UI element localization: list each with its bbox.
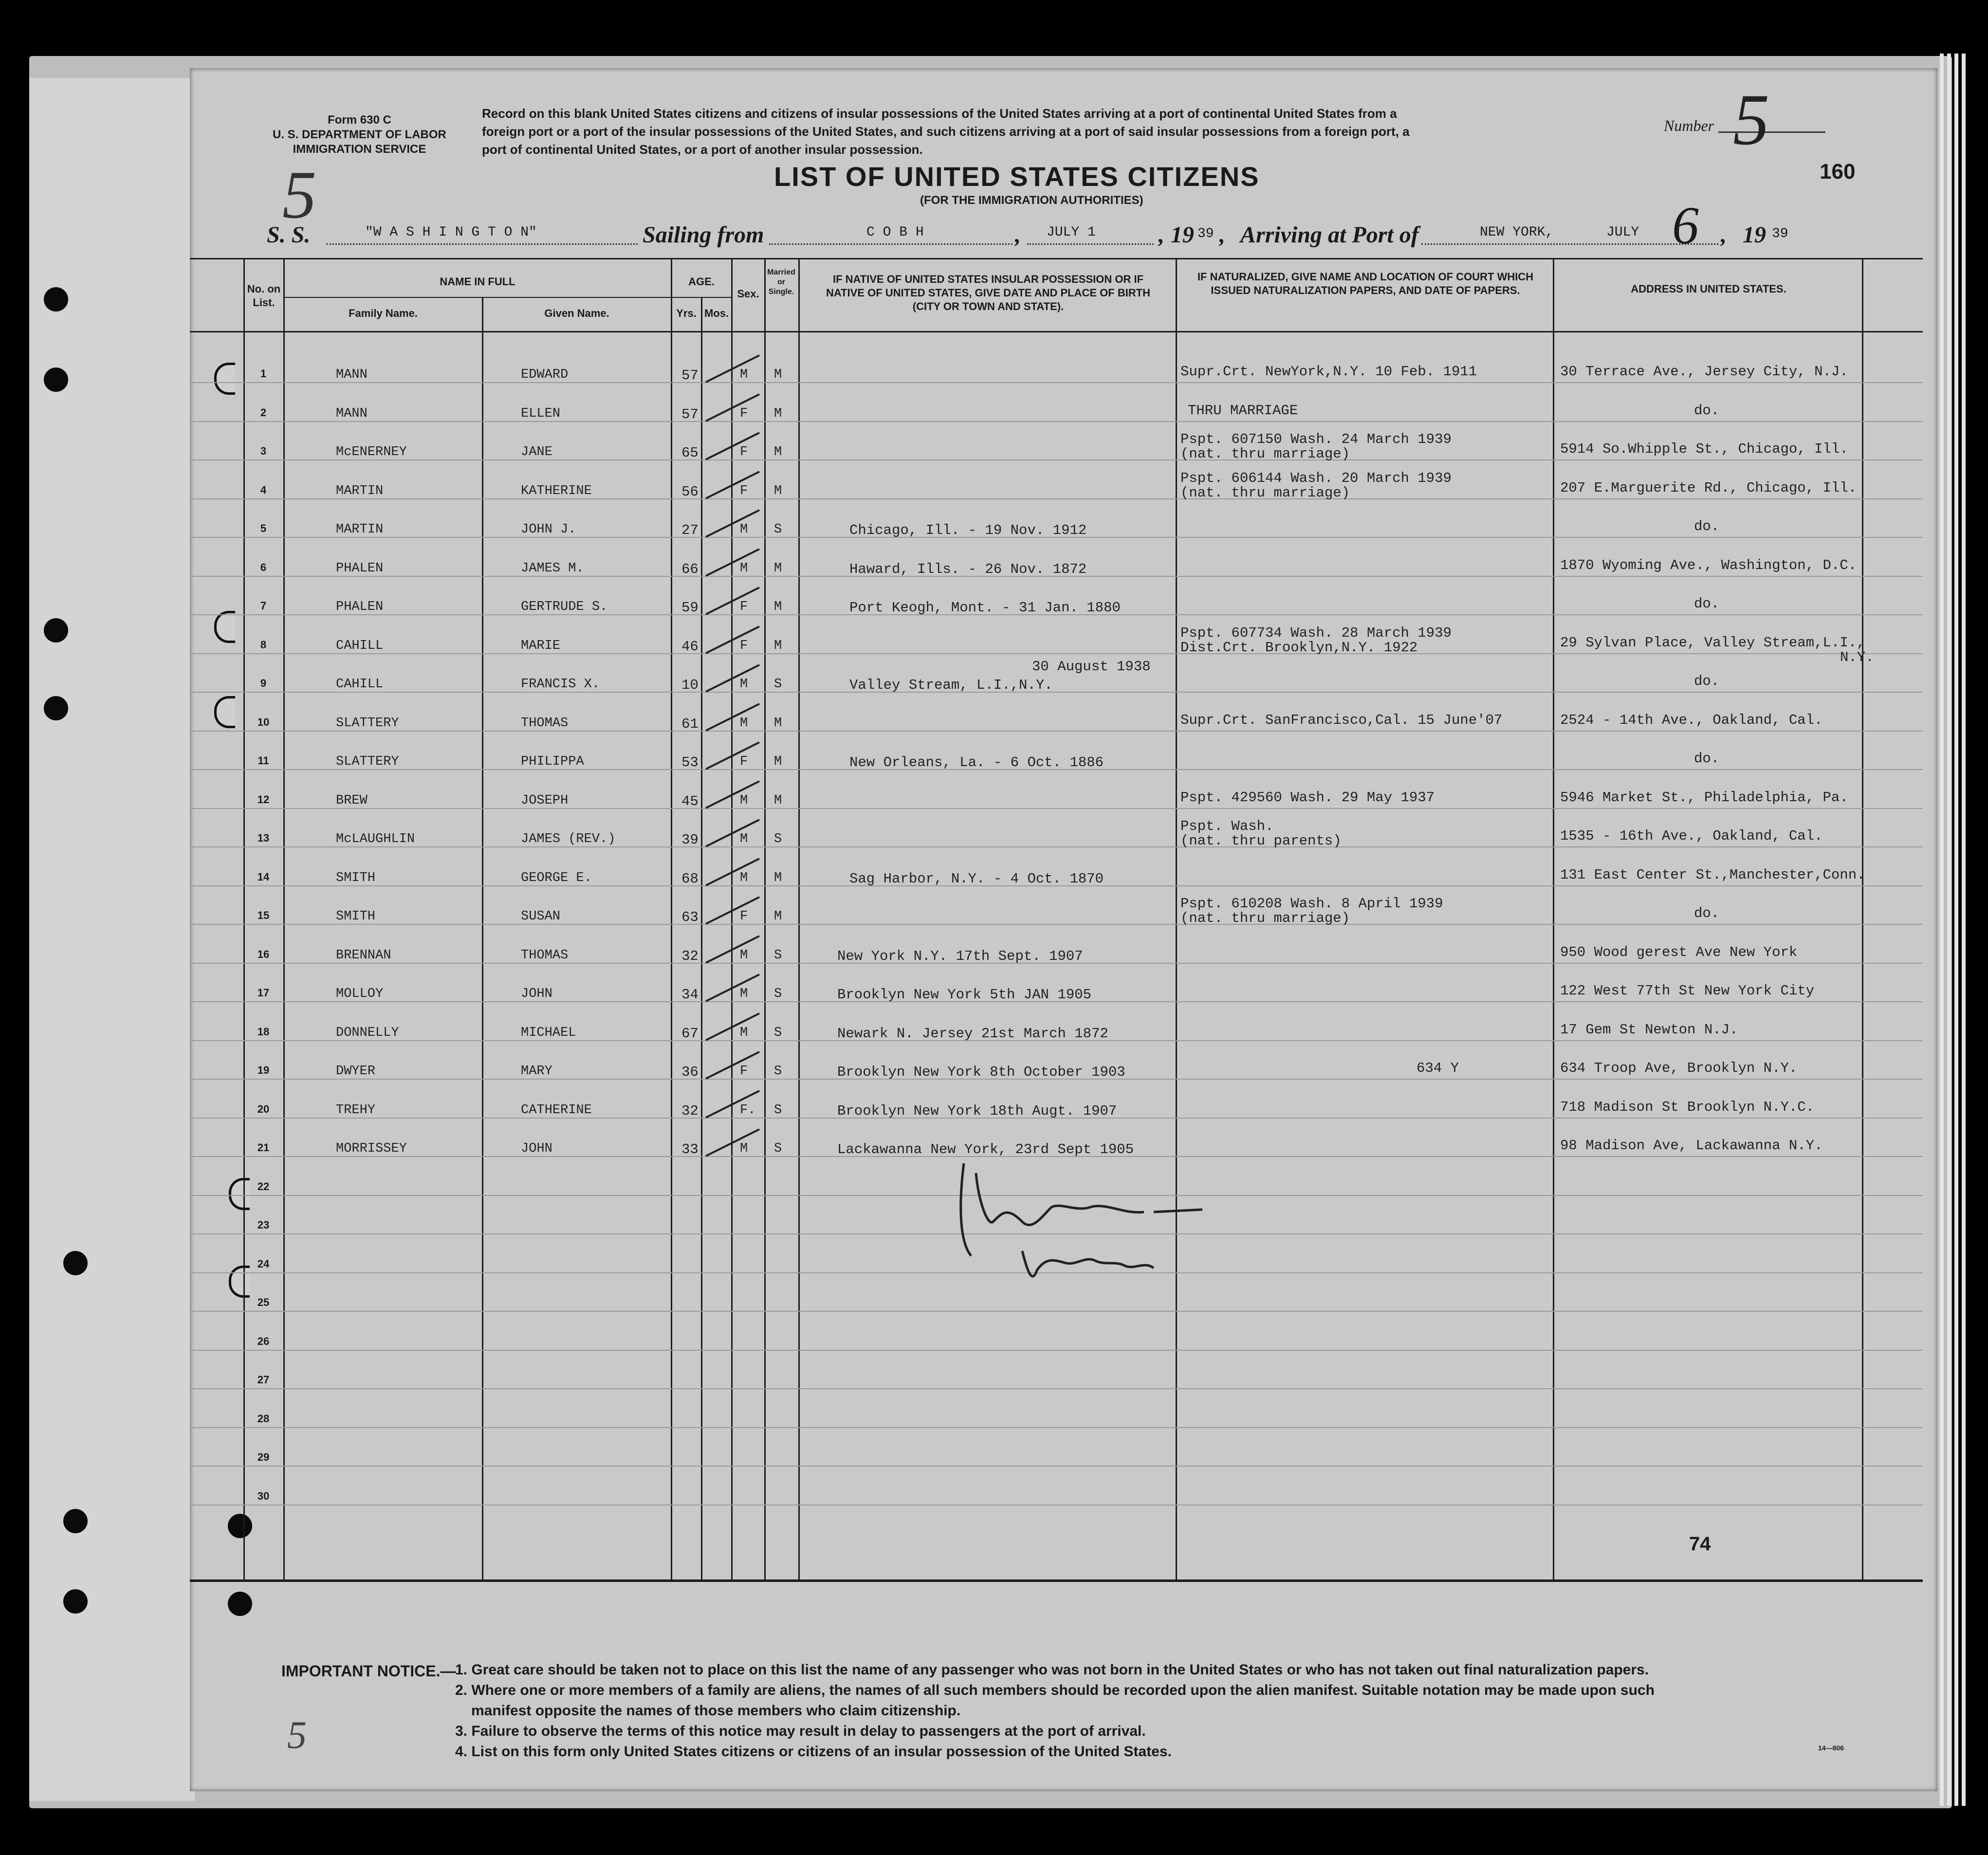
address: 950 Wood gerest Ave New York [1560,944,1798,960]
birth-place-date: Valley Stream, L.I.,N.Y. [849,677,1053,693]
row-number: 9 [260,677,267,689]
family-name: BRENNAN [336,948,391,963]
birth-place-date: Lackawanna New York, 23rd Sept 1905 [837,1141,1134,1157]
given-name: SUSAN [521,909,561,924]
row-number: 27 [257,1374,270,1386]
naturalization-note: (nat. thru marriage) [1180,484,1350,501]
row-number: 2 [260,406,267,419]
sex: F [740,638,748,653]
sex: F [740,909,748,924]
family-name: MANN [336,406,368,421]
given-name: KATHERINE [521,483,592,498]
row-number: 1 [260,367,267,380]
marital-status: M [774,754,782,769]
marital-status: S [774,677,782,692]
given-name: THOMAS [521,716,569,731]
marital-status: M [774,870,782,885]
family-name: MARTIN [336,483,384,498]
row-number: 20 [257,1102,270,1115]
age-years: 67 [681,1025,699,1042]
family-name: TREHY [336,1102,376,1118]
age-years: 66 [681,561,699,577]
given-name: JAMES M. [521,561,584,576]
sex: M [740,677,748,692]
given-name: JOHN J. [521,522,576,537]
birth-place-date: Port Keogh, Mont. - 31 Jan. 1880 [849,600,1121,616]
arriving-label: Arriving at Port of [1240,222,1419,248]
from-date: JULY 1 [1047,225,1096,240]
ship-name: "W A S H I N G T O N" [365,225,537,240]
family-name: BREW [336,793,368,808]
col-address: ADDRESS IN UNITED STATES. [1631,283,1786,295]
age-years: 34 [681,987,699,1003]
birth-place-date: Newark N. Jersey 21st March 1872 [837,1025,1108,1042]
given-name: MARIE [521,638,561,653]
given-name: CATHERINE [521,1102,592,1118]
check-mark [701,735,769,774]
row-number: 17 [257,987,270,999]
year-prefix: 19 [1743,222,1766,248]
notice-item: 4. List on this form only United States citizens or citizens of an insular possession of the United States. [455,1744,1172,1760]
given-name: GEORGE E. [521,870,592,885]
binder-hole [44,696,68,720]
address: 207 E.Marguerite Rd., Chicago, Ill. [1560,479,1857,496]
age-years: 63 [681,909,699,925]
ss-label: S. S. [267,222,311,248]
row-number: 14 [257,870,270,883]
col-yrs: Yrs. [676,307,697,319]
row-number: 25 [257,1296,270,1308]
address: do. [1694,596,1720,612]
number-value: 5 [1733,79,1769,160]
naturalization-papers: 634 Y [1417,1060,1459,1076]
row-number: 4 [260,483,267,496]
marital-status: M [774,406,782,421]
age-years: 39 [681,832,699,848]
check-mark [701,851,769,890]
check-mark [701,503,769,542]
check-mark [701,774,769,813]
marital-status: M [774,638,782,653]
form-number: Form 630 C [328,113,391,127]
naturalization-note: Dist.Crt. Brooklyn,N.Y. 1922 [1180,639,1418,656]
page-edge [1962,54,1966,1806]
marital-status: S [774,1102,782,1118]
marital-status: M [774,716,782,731]
record-line: Record on this blank United States citizens and citizens of insular possessions of the United States arriving at a port of continental United States from a [482,106,1397,121]
col-mos: Mos. [704,307,729,319]
address: do. [1694,905,1720,921]
check-mark [701,580,769,619]
address: do. [1694,402,1720,419]
binder-hole [44,287,68,312]
sex: M [740,793,748,808]
naturalization-papers: Pspt. 607150 Wash. 24 March 1939 [1180,431,1452,447]
year-suffix: 39 [1197,226,1214,241]
notice-item: 3. Failure to observe the terms of this notice may result in delay to passengers at the port of arrival. [455,1723,1146,1739]
row-number: 22 [257,1180,270,1193]
sex: F. [740,1102,756,1118]
check-mark [701,1084,769,1122]
address: 1535 - 16th Ave., Oakland, Cal. [1560,828,1823,844]
naturalization-note: (nat. thru marriage) [1180,446,1350,462]
row-number: 5 [260,522,267,534]
address: 2524 - 14th Ave., Oakland, Cal. [1560,712,1823,728]
given-name: JOHN [521,1141,552,1156]
form-code [273,113,446,157]
sex: M [740,367,748,382]
col-married: Married or Single. [767,268,795,296]
naturalization-papers: Supr.Crt. NewYork,N.Y. 10 Feb. 1911 [1180,364,1477,380]
family-name: PHALEN [336,600,384,614]
family-name: SMITH [336,909,376,924]
sex: F [740,483,748,498]
age-years: 56 [681,483,699,500]
row-number: 7 [260,600,267,612]
department: U. S. DEPARTMENT OF LABOR [273,128,446,141]
row-number: 23 [257,1219,270,1231]
given-name: PHILIPPA [521,754,584,769]
address: 131 East Center St.,Manchester,Conn. [1560,866,1865,883]
age-years: 57 [681,367,699,384]
address: 29 Sylvan Place, Valley Stream,L.I., [1560,634,1865,651]
marital-status: M [774,561,782,576]
binder-hole [44,618,68,643]
signature [930,1144,1222,1300]
record-line: port of continental United States, or a port of another insular possession. [482,142,923,157]
col-naturalized: IF NATURALIZED, GIVE NAME AND LOCATION OF COURT WHICH ISSUED NATURALIZATION PAPERS, AND DATE OF PAPERS. [1197,271,1534,296]
naturalization-papers: Supr.Crt. SanFrancisco,Cal. 15 June'07 [1180,712,1503,728]
given-name: THOMAS [521,948,569,963]
row-number: 29 [257,1451,270,1463]
age-years: 46 [681,638,699,655]
address: 634 Troop Ave, Brooklyn N.Y. [1560,1060,1798,1076]
col-birth: IF NATIVE OF UNITED STATES INSULAR POSSESSION OR IF NATIVE OF UNITED STATES, GIVE DATE AND PLACE OF BIRTH (CITY OR TOWN AND STATE). [826,273,1151,312]
family-name: McLAUGHLIN [336,832,415,846]
sex: M [740,522,748,537]
sex: F [740,754,748,769]
check-mark [701,542,769,581]
marital-status: M [774,483,782,498]
birth-place-date: New Orleans, La. - 6 Oct. 1886 [849,754,1104,771]
sex: M [740,716,748,731]
row-number: 6 [260,561,267,573]
binder-hole [44,367,68,392]
family-name: MORRISSEY [336,1141,407,1156]
manifest-table [190,258,1937,1582]
address: do. [1694,673,1720,689]
age-years: 45 [681,793,699,809]
notice-item: manifest opposite the names of those members who claim citizenship. [471,1703,961,1719]
page-edge [1940,54,1944,1806]
page-edge [1947,54,1951,1806]
binder-hole [228,1592,252,1616]
naturalization-papers: Pspt. 610208 Wash. 8 April 1939 [1180,896,1443,912]
address: 122 West 77th St New York City [1560,983,1815,999]
age-years: 36 [681,1064,699,1080]
record-line: foreign port or a port of the insular possessions of the United States, and such citizens arriving at a port of said insular possessions from a foreign port, a [482,124,1410,139]
address: 17 Gem St Newton N.J. [1560,1021,1738,1038]
address: 30 Terrace Ave., Jersey City, N.J. [1560,364,1848,380]
naturalization-papers: Pspt. 429560 Wash. 29 May 1937 [1180,789,1435,806]
age-years: 32 [681,1102,699,1119]
age-years: 33 [681,1141,699,1157]
sex: M [740,561,748,576]
notice-item: 2. Where one or more members of a family are aliens, the names of all such members should be recorded upon the alien manifest. Suitable notation may be made upon such [455,1682,1655,1698]
family-name: PHALEN [336,561,384,576]
marital-status: M [774,445,782,459]
given-name: MARY [521,1064,552,1079]
marital-status: M [774,793,782,808]
check-mark [701,967,769,1006]
given-name: JAMES (REV.) [521,832,616,846]
left-sheet [29,78,195,1801]
marital-status: S [774,832,782,846]
given-name: ELLEN [521,406,561,421]
marital-status: S [774,1064,782,1079]
age-years: 53 [681,754,699,771]
check-mark [701,464,769,503]
sex: M [740,1025,748,1040]
naturalization-papers: Pspt. 607734 Wash. 28 March 1939 [1180,624,1452,641]
family-name: SMITH [336,870,376,885]
naturalization-papers: Pspt. 606144 Wash. 20 March 1939 [1180,470,1452,486]
check-mark [701,1045,769,1084]
given-name: EDWARD [521,367,569,382]
row-number: 26 [257,1335,270,1347]
service: IMMIGRATION SERVICE [293,143,426,156]
age-years: 61 [681,716,699,732]
birth-place-date: Haward, Ills. - 26 Nov. 1872 [849,561,1087,577]
footer-mark: 5 [287,1714,307,1757]
to-day: 6 [1672,196,1699,255]
page-title: LIST OF UNITED STATES CITIZENS [774,161,1260,192]
family-name: CAHILL [336,638,384,653]
birth-place-date: New York N.Y. 17th Sept. 1907 [837,948,1083,964]
marital-status: S [774,1141,782,1156]
marital-status: S [774,1025,782,1040]
naturalization-note: (nat. thru parents) [1180,833,1342,849]
col-no: No. on List. [247,283,281,309]
to-port: NEW YORK, [1480,225,1554,240]
row-number: 11 [258,754,269,767]
page-subtitle: (FOR THE IMMIGRATION AUTHORITIES) [920,194,1143,207]
to-month: JULY [1606,225,1639,240]
number-label: Number [1664,117,1714,134]
address-continued: N.Y. [1840,649,1874,665]
row-number: 24 [257,1257,270,1270]
row-number: 21 [257,1141,270,1154]
col-name-in-full: NAME IN FULL [440,275,515,288]
marital-status: S [774,948,782,963]
family-name: DONNELLY [336,1025,399,1040]
family-name: SLATTERY [336,754,399,769]
row-number: 15 [257,909,270,921]
birth-place-date: Brooklyn New York 5th JAN 1905 [837,987,1092,1003]
margin-number: 5 [282,157,316,233]
page-edge [1954,54,1958,1806]
check-mark [701,890,769,929]
given-name: FRANCIS X. [521,677,600,692]
row-number: 8 [260,638,267,651]
sex: F [740,1064,748,1079]
age-years: 65 [681,445,699,461]
check-mark [701,348,769,387]
birth-date-note: 30 August 1938 [1032,659,1151,675]
address: 5946 Market St., Philadelphia, Pa. [1560,789,1848,806]
age-years: 57 [681,406,699,422]
age-years: 10 [681,677,699,693]
check-mark [701,812,769,851]
birth-place-date: Brooklyn New York 18th Augt. 1907 [837,1102,1117,1119]
check-mark [701,619,769,658]
birth-place-date: Brooklyn New York 8th October 1903 [837,1064,1125,1080]
given-name: JOHN [521,987,552,1001]
given-name: GERTRUDE S. [521,600,608,614]
family-name: MARTIN [336,522,384,537]
age-years: 27 [681,522,699,538]
sex: M [740,987,748,1001]
check-mark [701,929,769,968]
sex: M [740,870,748,885]
sailing-label: Sailing from [643,222,764,248]
binder-hole [63,1509,88,1533]
col-sex: Sex. [737,288,759,300]
age-years: 59 [681,600,699,616]
age-years: 68 [681,870,699,887]
col-given-name: Given Name. [544,307,609,319]
year-suffix: 39 [1772,226,1788,241]
total-count: 74 [1689,1533,1711,1555]
given-name: JOSEPH [521,793,569,808]
notice-item: 1. Great care should be taken not to place on this list the name of any passenger who was not born in the United States or who has not taken out final naturalization papers. [455,1662,1649,1678]
birth-place-date: Sag Harbor, N.Y. - 4 Oct. 1870 [849,870,1104,887]
marital-status: S [774,522,782,537]
col-family-name: Family Name. [349,307,418,319]
family-name: SLATTERY [336,716,399,731]
address: 1870 Wyoming Ave., Washington, D.C. [1560,557,1857,573]
row-number: 30 [257,1489,270,1502]
birth-place-date: Chicago, Ill. - 19 Nov. 1912 [849,522,1087,538]
address: do. [1694,751,1720,767]
page-number: 160 [1820,160,1856,184]
row-number: 13 [257,832,270,844]
check-mark [701,658,769,697]
family-name: MANN [336,367,368,382]
given-name: MICHAEL [521,1025,576,1040]
notice-heading: IMPORTANT NOTICE.— [281,1662,456,1680]
sex: M [740,948,748,963]
check-mark [701,425,769,464]
check-mark [701,1122,769,1161]
binder-hole [63,1589,88,1614]
marital-status: S [774,987,782,1001]
address: 98 Madison Ave, Lackawanna N.Y. [1560,1138,1823,1154]
row-number: 16 [257,948,270,960]
record-instructions [482,105,1601,159]
naturalization-papers: Pspt. Wash. [1180,818,1274,834]
given-name: JANE [521,445,552,459]
marital-status: M [774,600,782,614]
marital-status: M [774,909,782,924]
address: do. [1694,518,1720,534]
marital-status: M [774,367,782,382]
from-port: C O B H [866,225,924,240]
col-age: AGE. [688,275,715,288]
age-years: 32 [681,948,699,964]
row-number: 10 [257,716,270,728]
sex: M [740,832,748,846]
row-number: 18 [257,1025,270,1038]
binder-hole [63,1251,88,1275]
address: 5914 So.Whipple St., Chicago, Ill. [1560,441,1848,457]
family-name: DWYER [336,1064,376,1079]
row-number: 3 [260,445,267,457]
check-mark [701,1006,769,1045]
sex: F [740,406,748,421]
row-number: 19 [257,1064,270,1076]
sex: F [740,445,748,459]
sex: M [740,1141,748,1156]
naturalization-note: (nat. thru marriage) [1180,910,1350,926]
family-name: McENERNEY [336,445,407,459]
family-name: MOLLOY [336,987,384,1001]
footer-code: 14—806 [1818,1744,1844,1752]
check-mark [701,697,769,735]
row-number: 28 [257,1412,270,1425]
check-mark [701,387,769,426]
naturalization-papers: THRU MARRIAGE [1188,402,1298,419]
address: 718 Madison St Brooklyn N.Y.C. [1560,1099,1815,1115]
year-prefix: 19 [1171,222,1194,248]
row-number: 12 [257,793,270,806]
sex: F [740,600,748,614]
family-name: CAHILL [336,677,384,692]
